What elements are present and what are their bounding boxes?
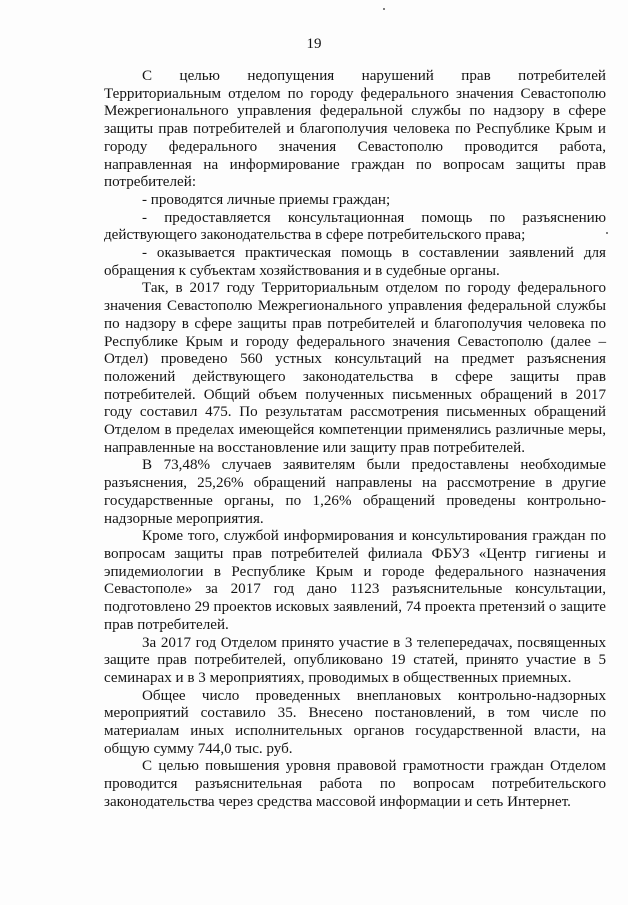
scan-speck-right [606, 232, 608, 234]
paragraph-fbuz-service: Кроме того, службой информирования и консультирования граждан по вопросам защиты прав потребителей филиала ФБУЗ «Центр гигиены и эпидемиологии в Республике Крым и городе федерального назначения Севастополе» за 2017 год дано 1123 разъяснительные консультации, подготовлено 29 проектов исковых заявлений, 74 проекта претензий о защите прав потребителей. [104, 528, 606, 633]
list-item-practical-help: - оказывается практическая помощь в составлении заявлений для обращения к субъектам хозяйствования и в судебные органы. [104, 245, 606, 279]
paragraph-media-participation: За 2017 год Отделом принято участие в 3 телепередачах, посвященных защите прав потребителей, опубликовано 19 статей, принято участие в 5 семинарах и в 3 мероприятиях, проводимых в общественных приемных. [104, 634, 606, 686]
paragraph-2017-consultations: Так, в 2017 году Территориальным отделом по городу федерального значения Севастополю Межрегионального управления федеральной службы по надзору в сфере защиты прав потребителей и благополучия человека по Республике Крым и городу федерального значения Севастополю (далее – Отдел) проведено 560 устных консультаций на предмет разъяснения положений действующего законодательства в сфере защиты прав потребителей. Общий объем полученных письменных обращений в 2017 году составил 475. По результатам рассмотрения письменных обращений Отделом в пределах имеющейся компетенции применялись различные меры, направленные на восстановление или защиту прав потребителей. [104, 280, 606, 456]
paragraph-percentages: В 73,48% случаев заявителям были предоставлены необходимые разъяснения, 25,26% обращений направлены на рассмотрение в другие государственные органы, по 1,26% обращений проведены контрольно-надзорные мероприятия. [104, 457, 606, 527]
document-body [104, 68, 606, 812]
paragraph-inspections: Общее число проведенных внеплановых контрольно-надзорных мероприятий составило 35. Внесено постановлений, в том числе по материалам иных исполнительных органов государственной власти, на общую сумму 744,0 тыс. руб. [104, 687, 606, 757]
paragraph-intro: С целью недопущения нарушений прав потребителей Территориальным отделом по городу федерального значения Севастополю Межрегионального управления федеральной службы по надзору в сфере защиты прав потребителей и благополучия человека по Республике Крым и городу федерального значения Севастополю проводится работа, направленная на информирование граждан по вопросам защиты прав потребителей: [104, 68, 606, 191]
scan-speck-top [383, 8, 385, 10]
page-number: 19 [306, 36, 322, 52]
list-item-personal-receptions: - проводятся личные приемы граждан; [142, 191, 391, 208]
list-item-consultation-help: - предоставляется консультационная помощь по разъяснению действующего законодательства в сфере потребительского права; [104, 209, 606, 244]
paragraph-legal-literacy: С целью повышения уровня правовой грамотности граждан Отделом проводится разъяснительная работа по вопросам потребительского законодательства через средства массовой информации и сеть Интернет. [104, 758, 606, 810]
